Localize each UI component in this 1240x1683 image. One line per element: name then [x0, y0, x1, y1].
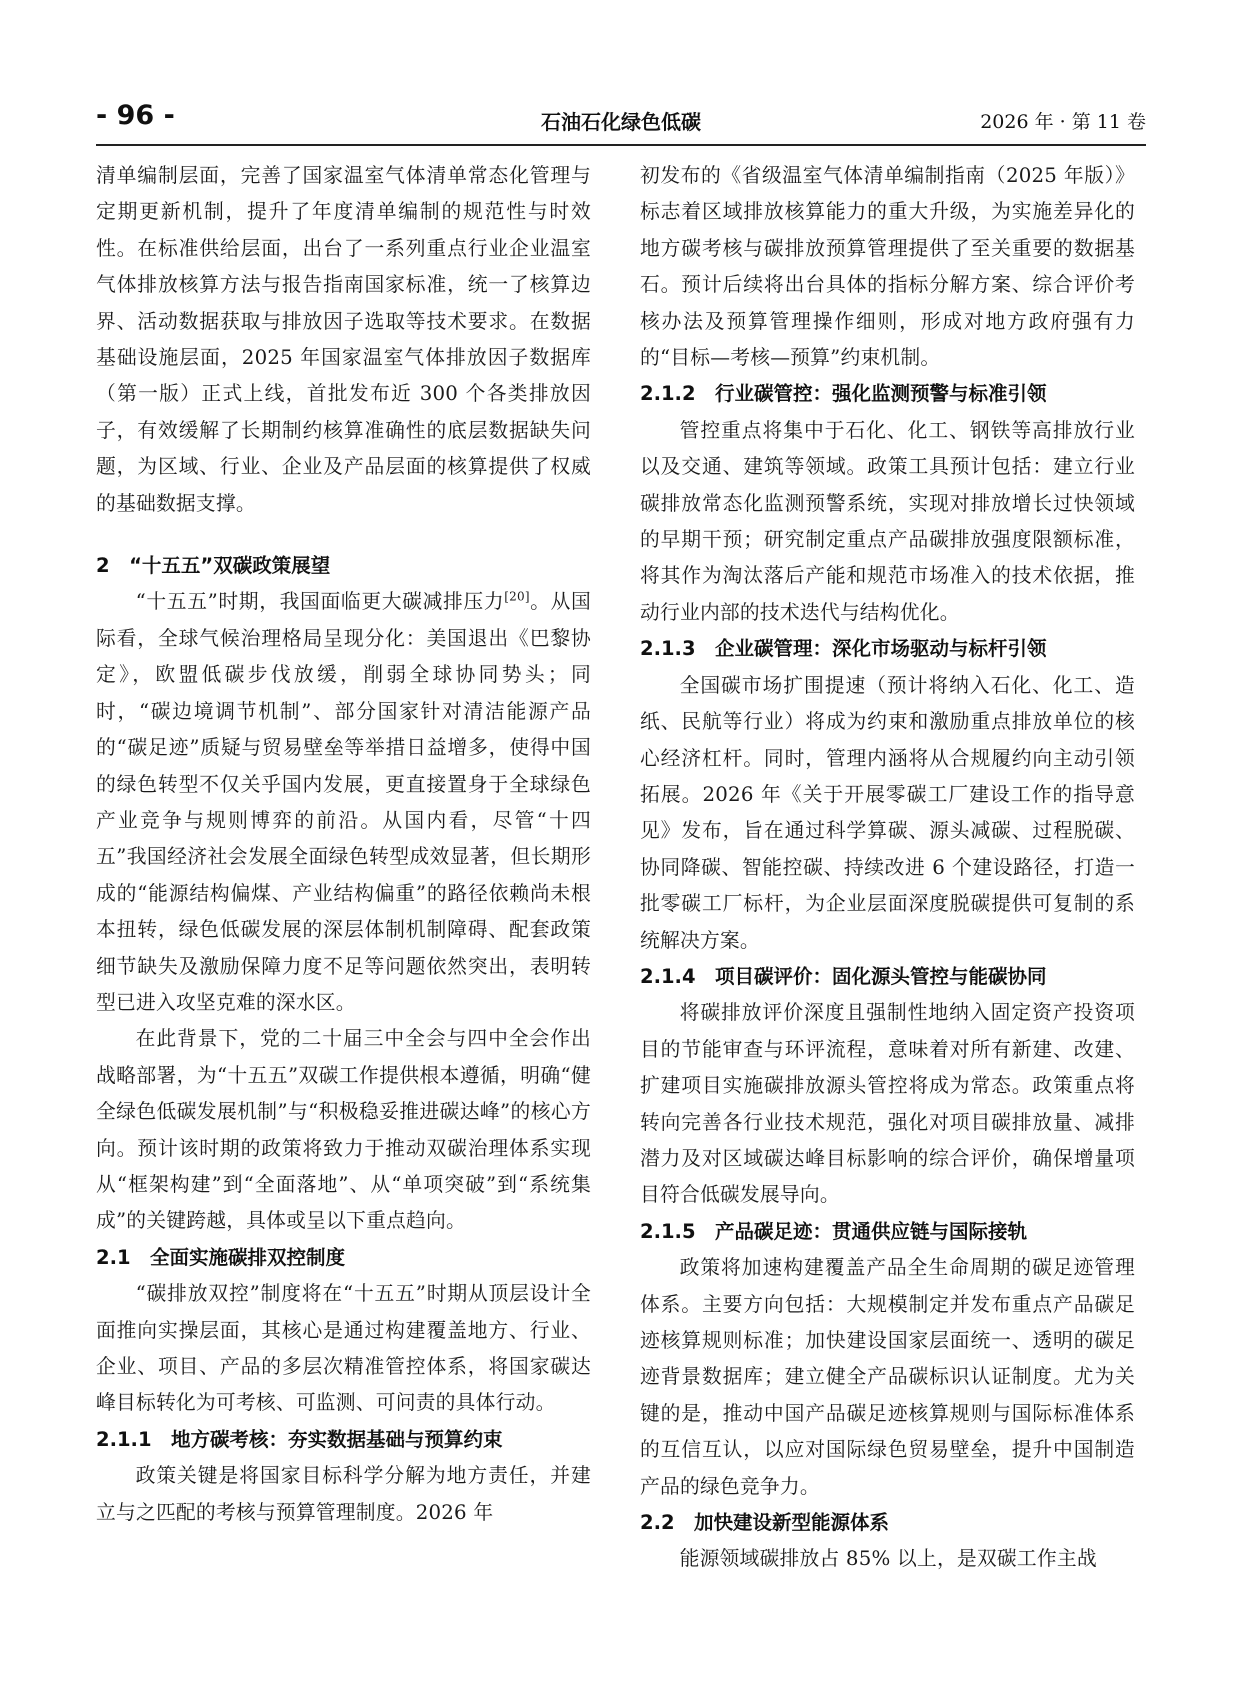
section-gap	[96, 522, 591, 548]
paragraph: 政策将加速构建覆盖产品全生命周期的碳足迹管理体系。主要方向包括：大规模制定并发布重点产品碳足迹核算规则标准；加快建设国家层面统一、透明的碳足迹背景数据库；建立健全产品碳标识认证制度。尤为关键的是，推动中国产品碳足迹核算规则与国际标准体系的互信互认，以应对国际绿色贸易壁垒，提升中国制造产品的绿色竞争力。	[640, 1256, 1135, 1498]
citation-ref: [20]	[504, 589, 530, 604]
section-heading-2-1: 2.1 全面实施碳排双控制度	[96, 1245, 346, 1269]
left-column	[96, 158, 591, 1531]
paragraph: 在此背景下，党的二十届三中全会与四中全会作出战略部署，为“十五五”双碳工作提供根本遵循，明确“健全绿色低碳发展机制”与“积极稳妥推进碳达峰”的核心方向。预计该时期的政策将致力于推动双碳治理体系实现从“框架构建”到“全面落地”、从“单项突破”到“系统集成”的关键跨越，具体或呈以下重点趋向。	[96, 1027, 591, 1233]
section-heading-2-1-5: 2.1.5 产品碳足迹：贯通供应链与国际接轨	[640, 1219, 1028, 1243]
paragraph: 清单编制层面，完善了国家温室气体清单常态化管理与定期更新机制，提升了年度清单编制的规范性与时效性。在标准供给层面，出台了一系列重点行业企业温室气体排放核算方法与报告指南国家标准，统一了核算边界、活动数据获取与排放因子选取等技术要求。在数据基础设施层面，2025 年国家温室气体排放因子数据库（第一版）正式上线，首批发布近 300 个各类排放因子，有效缓解了长期制约核算准确性的底层数据缺失问题，为区域、行业、企业及产品层面的核算提供了权威的基础数据支撑。	[96, 164, 591, 515]
paragraph-text: 。从国际看，全球气候治理格局呈现分化：美国退出《巴黎协定》，欧盟低碳步伐放缓，削弱全球协同势头；同时，“碳边境调节机制”、部分国家针对清洁能源产品的“碳足迹”质疑与贸易壁垒等举措日益增多，使得中国的绿色转型不仅关乎国内发展，更直接置身于全球绿色产业竞争与规则博弈的前沿。从国内看，尽管“十四五”我国经济社会发展全面绿色转型成效显著，但长期形成的“能源结构偏煤、产业结构偏重”的路径依赖尚未根本扭转，绿色低碳发展的深层体制机制障碍、配套政策细节缺失及激励保障力度不足等问题依然突出，表明转型已进入攻坚克难的深水区。	[96, 590, 592, 1014]
section-heading-2-1-1: 2.1.1 地方碳考核：夯实数据基础与预算约束	[96, 1427, 503, 1451]
journal-title: 石油石化绿色低碳	[541, 110, 701, 134]
section-heading-2: 2 “十五五”双碳政策展望	[96, 554, 331, 578]
issue-label: 2026 年 · 第 11 卷	[980, 111, 1146, 133]
paragraph: 能源领域碳排放占 85% 以上，是双碳工作主战	[679, 1547, 1097, 1571]
section-heading-2-1-4: 2.1.4 项目碳评价：固化源头管控与能碳协同	[640, 964, 1047, 988]
page-number: - 96 -	[96, 100, 175, 131]
paragraph: 初发布的《省级温室气体清单编制指南（2025 年版）》标志着区域排放核算能力的重大升级，为实施差异化的地方碳考核与碳排放预算管理提供了至关重要的数据基石。预计后续将出台具体的指标分解方案、综合评价考核办法及预算管理操作细则，形成对地方政府强有力的“目标—考核—预算”约束机制。	[640, 164, 1135, 370]
paragraph: 将碳排放评价深度且强制性地纳入固定资产投资项目的节能审查与环评流程，意味着对所有新建、改建、扩建项目实施碳排放源头管控将成为常态。政策重点将转向完善各行业技术规范，强化对项目碳排放量、减排潜力及对区域碳达峰目标影响的综合评价，确保增量项目符合低碳发展导向。	[640, 1001, 1135, 1207]
section-heading-2-1-2: 2.1.2 行业碳管控：强化监测预警与标准引领	[640, 382, 1047, 406]
section-heading-2-1-3: 2.1.3 企业碳管理：深化市场驱动与标杆引领	[640, 637, 1047, 661]
header-rule	[96, 144, 1146, 146]
paragraph-text: “十五五”时期，我国面临更大碳减排压力	[135, 590, 505, 614]
paragraph: “碳排放双控”制度将在“十五五”时期从顶层设计全面推向实操层面，其核心是通过构建覆盖地方、行业、企业、项目、产品的多层次精准管控体系，将国家碳达峰目标转化为可考核、可监测、可问责的具体行动。	[96, 1282, 591, 1415]
page-header	[96, 100, 1146, 142]
right-column	[640, 158, 1135, 1578]
paragraph: 政策关键是将国家目标科学分解为地方责任，并建立与之匹配的考核与预算管理制度。2026 年	[96, 1464, 591, 1524]
paragraph: 管控重点将集中于石化、化工、钢铁等高排放行业以及交通、建筑等领域。政策工具预计包括：建立行业碳排放常态化监测预警系统，实现对排放增长过快领域的早期干预；研究制定重点产品碳排放强度限额标准，将其作为淘汰落后产能和规范市场准入的技术依据，推动行业内部的技术迭代与结构优化。	[640, 418, 1135, 624]
paragraph	[96, 584, 591, 1021]
paragraph: 全国碳市场扩围提速（预计将纳入石化、化工、造纸、民航等行业）将成为约束和激励重点排放单位的核心经济杠杆。同时，管理内涵将从合规履约向主动引领拓展。2026 年《关于开展零碳工厂建设工作的指导意见》发布，旨在通过科学算碳、源头减碳、过程脱碳、协同降碳、智能控碳、持续改进 6 个建设路径，打造一批零碳工厂标杆，为企业层面深度脱碳提供可复制的系统解决方案。	[640, 673, 1135, 952]
section-heading-2-2: 2.2 加快建设新型能源体系	[640, 1511, 890, 1535]
